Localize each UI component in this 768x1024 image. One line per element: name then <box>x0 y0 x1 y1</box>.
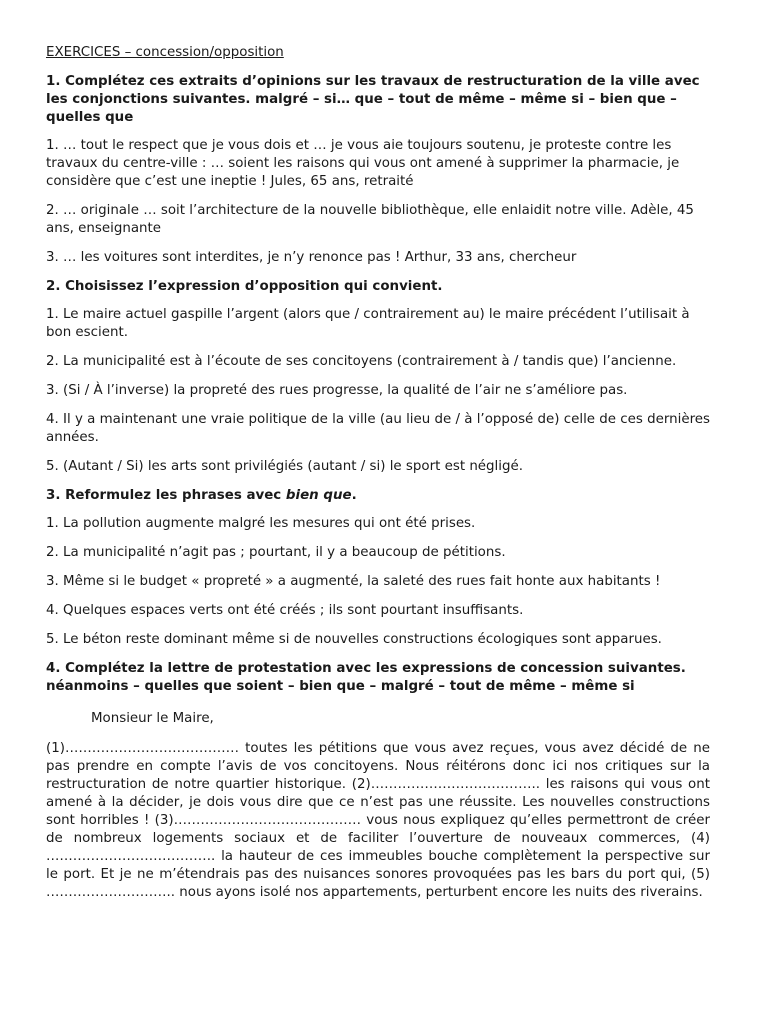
letter-salutation: Monsieur le Maire, <box>91 711 214 726</box>
exercise-3 <box>46 487 710 649</box>
exercise-3-heading <box>46 487 710 505</box>
exercise-3-item-5: 5. Le béton reste dominant même si de nouvelles constructions écologiques sont apparues. <box>46 632 662 647</box>
exercise-2 <box>46 278 710 476</box>
exercise-2-item-5: 5. (Autant / Si) les arts sont privilégiés (autant / si) le sport est négligé. <box>46 459 523 474</box>
exercise-3-item-4: 4. Quelques espaces verts ont été créés ; ils sont pourtant insuffisants. <box>46 603 524 618</box>
exercise-3-heading-prefix: 3. Reformulez les phrases avec <box>46 488 286 503</box>
exercise-3-item-2: 2. La municipalité n’agit pas ; pourtant, il y a beaucoup de pétitions. <box>46 545 506 560</box>
exercise-2-item-3: 3. (Si / À l’inverse) la propreté des rues progresse, la qualité de l’air ne s’améliore pas. <box>46 383 628 398</box>
exercise-2-item-1: 1. Le maire actuel gaspille l’argent (alors que / contrairement au) le maire précédent l’utilisait à bon escient. <box>46 307 690 340</box>
exercise-1-item-1: 1. … tout le respect que je vous dois et … je vous aie toujours soutenu, je proteste contre les travaux du centre-ville : … soient les raisons qui vous ont amené à supprimer la pharmacie, je considère que c’est une ineptie ! Jules, 65 ans, retraité <box>46 138 680 189</box>
exercise-1 <box>46 73 710 267</box>
exercise-2-heading: 2. Choisissez l’expression d’opposition qui convient. <box>46 279 443 294</box>
exercise-3-heading-emphasis: bien que <box>285 488 352 503</box>
document-title: EXERCICES – concession/opposition <box>46 45 284 60</box>
exercise-2-item-4: 4. Il y a maintenant une vraie politique de la ville (au lieu de / à l’opposé de) celle de ces dernières années. <box>46 412 711 445</box>
letter-body: (1)………………………………… toutes les pétitions que vous avez reçues, vous avez décidé de ne pas prendre en compte l’avis de vos concitoyens. Nous réitérons donc ici nos critiques sur la restructuration de notre quartier historique. (2)……………………………….. les raisons qui vous ont amené à la décider, je dois vous dire que ce n’est pas une réussite. Les nouvelles constructions sont horribles ! (3)…………………………………… vous nous expliquez qu’elles permettront de créer de nombreux logements sociaux et de faciliter l’ouverture de nouveaux commerces, (4) ……………………………….. la hauteur de ces immeubles bouche complètement la perspective sur le port. Et je ne m’étendrais pas des nuisances sonores provoquées pas les bars du port qui, (5) ……………………….. nous ayons isolé nos appartements, perturbent encore les nuits des riverains. <box>46 741 710 900</box>
exercise-1-item-3: 3. … les voitures sont interdites, je n’y renonce pas ! Arthur, 33 ans, chercheur <box>46 250 577 265</box>
exercise-3-heading-suffix: . <box>351 488 357 503</box>
exercise-1-item-2: 2. … originale … soit l’architecture de la nouvelle bibliothèque, elle enlaidit notre ville. Adèle, 45 ans, enseignante <box>46 203 694 236</box>
exercise-3-item-1: 1. La pollution augmente malgré les mesures qui ont été prises. <box>46 516 476 531</box>
exercise-4-heading: 4. Complétez la lettre de protestation avec les expressions de concession suivantes. néanmoins – quelles que soient – bien que – malgré – tout de même – même si <box>46 661 686 694</box>
exercise-1-heading: 1. Complétez ces extraits d’opinions sur les travaux de restructuration de la ville avec les conjonctions suivantes. malgré – si… que – tout de même – même si – bien que – quelles que <box>46 74 700 125</box>
exercise-2-item-2: 2. La municipalité est à l’écoute de ses concitoyens (contrairement à / tandis que) l’ancienne. <box>46 354 677 369</box>
exercise-4 <box>46 660 710 902</box>
exercise-3-item-3: 3. Même si le budget « propreté » a augmenté, la saleté des rues fait honte aux habitants ! <box>46 574 661 589</box>
